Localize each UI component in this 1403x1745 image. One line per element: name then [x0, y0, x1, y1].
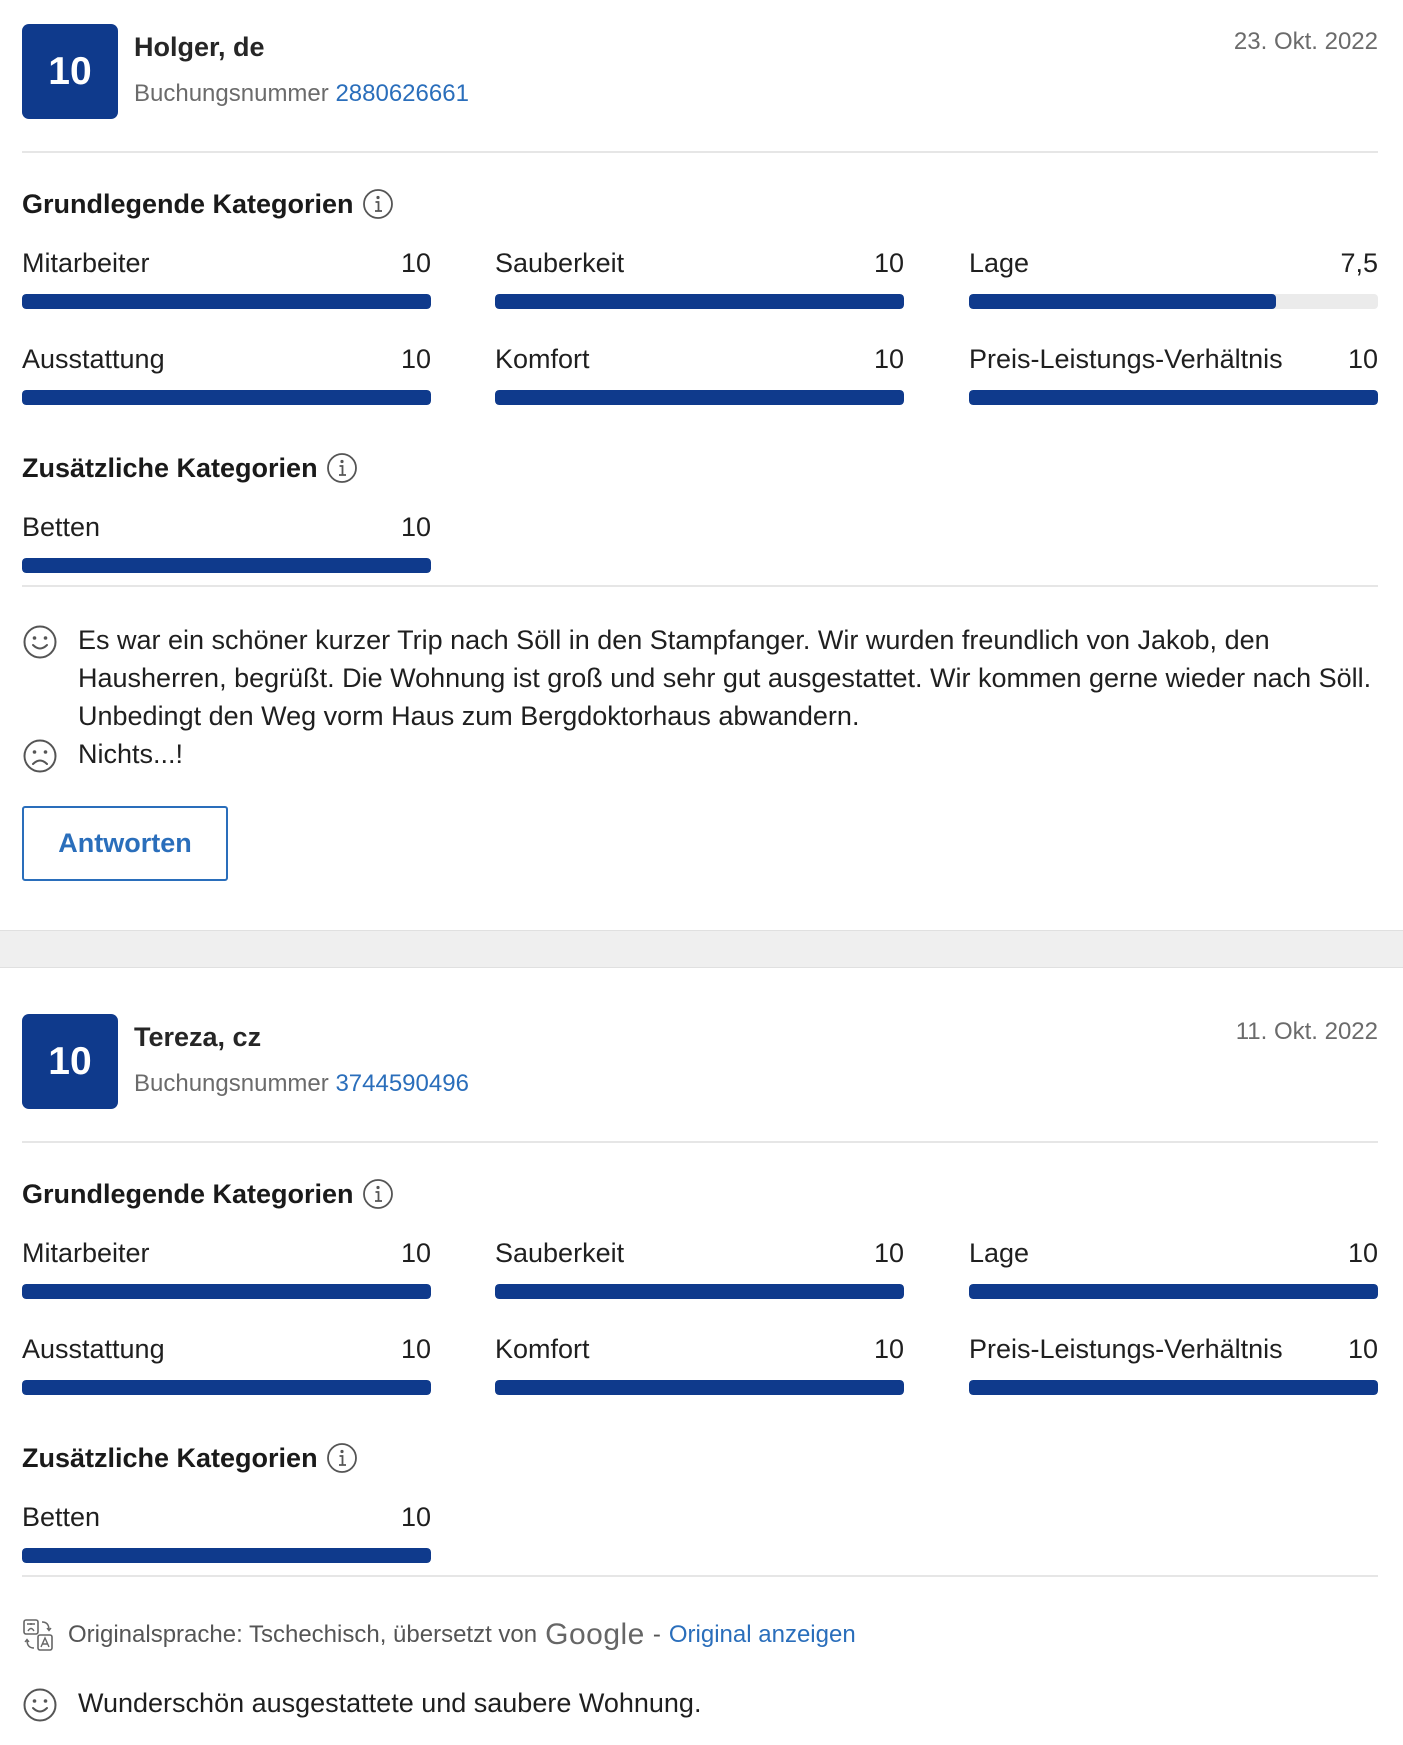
extra-categories-title	[22, 1442, 358, 1474]
category-bar	[22, 294, 431, 309]
sad-face-icon	[22, 738, 58, 774]
info-icon[interactable]	[362, 188, 394, 220]
category-label: Sauberkeit	[495, 248, 625, 278]
info-icon[interactable]	[326, 452, 358, 484]
category-label: Ausstattung	[22, 344, 165, 374]
category-bar-fill	[495, 1380, 904, 1395]
review-separator	[0, 930, 1403, 968]
category-bar-fill	[22, 558, 431, 573]
divider	[22, 585, 1378, 587]
smiley-face-icon	[22, 1687, 58, 1723]
booking-label: Buchungsnummer	[134, 1070, 329, 1097]
positive-comment-text: Es war ein schöner kurzer Trip nach Söll in den Stampfanger. Wir wurden freundlich von Jakob, den Hausherren, begrüßt. Die Wohnung ist groß und sehr gut ausgestattet. Wir kommen gerne wieder nach Söll. Unbedingt den Weg vorm Haus zum Bergdoktorhaus abwandern.	[78, 625, 1372, 731]
negative-comment-text: Nichts...!	[78, 739, 184, 769]
category-value: 10	[1347, 1334, 1378, 1364]
negative-comment	[22, 735, 1378, 775]
category-bar	[969, 1284, 1378, 1299]
category-value: 10	[1347, 1238, 1378, 1268]
category-label: Lage	[969, 1238, 1030, 1268]
category-label: Lage	[969, 248, 1030, 278]
category-bar	[22, 1548, 431, 1563]
section-title-text: Grundlegende Kategorien	[22, 188, 354, 219]
category-bar	[22, 558, 431, 573]
category-label: Mitarbeiter	[22, 1238, 150, 1268]
category-value: 10	[873, 1238, 904, 1268]
category-value: 10	[400, 1334, 431, 1364]
category-value: 10	[873, 248, 904, 278]
category-bar-fill	[22, 294, 431, 309]
category-label: Betten	[22, 512, 101, 542]
extra-categories-title	[22, 452, 358, 484]
category-bar	[22, 390, 431, 405]
category-bar	[22, 1284, 431, 1299]
category-label: Betten	[22, 1502, 101, 1532]
category-bar	[495, 390, 904, 405]
smiley-face-icon	[22, 624, 58, 660]
category-bar-fill	[495, 294, 904, 309]
translation-text: Originalsprache: Tschechisch, übersetzt von	[68, 1621, 538, 1648]
category-bar	[495, 1380, 904, 1395]
category-bar-fill	[22, 1380, 431, 1395]
divider	[22, 151, 1378, 153]
info-icon[interactable]	[326, 1442, 358, 1474]
category-value: 10	[400, 1502, 431, 1532]
category-bar	[969, 294, 1378, 309]
category-bar-fill	[495, 1284, 904, 1299]
category-bar	[22, 1380, 431, 1395]
category-value: 10	[400, 344, 431, 374]
basic-categories-title	[22, 1178, 394, 1210]
category-bar-fill	[495, 390, 904, 405]
category-value: 10	[400, 248, 431, 278]
divider	[22, 1141, 1378, 1143]
section-title-text: Zusätzliche Kategorien	[22, 452, 318, 483]
category-bar-fill	[969, 1284, 1378, 1299]
positive-comment	[22, 621, 1378, 735]
category-bar-fill	[969, 294, 1276, 309]
category-bar-fill	[969, 1380, 1378, 1395]
reviewer-name: Tereza, cz	[134, 1022, 262, 1052]
category-bar	[969, 390, 1378, 405]
category-value: 7,5	[1340, 248, 1378, 278]
category-label: Preis-Leistungs-Verhältnis	[969, 1334, 1283, 1364]
positive-comment-text: Wunderschön ausgestattete und saubere Wohnung.	[78, 1688, 702, 1718]
show-original-link[interactable]: Original anzeigen	[668, 1621, 856, 1648]
category-label: Sauberkeit	[495, 1238, 625, 1268]
category-bar-fill	[22, 1284, 431, 1299]
score-badge: 10	[22, 24, 118, 119]
booking-number-link[interactable]: 3744590496	[335, 1070, 469, 1097]
booking-info	[134, 80, 469, 108]
category-value: 10	[400, 1238, 431, 1268]
review-date: 23. Okt. 2022	[1233, 28, 1378, 55]
section-title-text: Grundlegende Kategorien	[22, 1178, 354, 1209]
positive-comment	[22, 1684, 1378, 1724]
booking-label: Buchungsnummer	[134, 80, 329, 107]
category-value: 10	[400, 512, 431, 542]
reply-button[interactable]: Antworten	[22, 806, 228, 881]
basic-categories-title	[22, 188, 394, 220]
category-label: Komfort	[495, 344, 590, 374]
translate-icon	[22, 1618, 54, 1652]
score-badge: 10	[22, 1014, 118, 1109]
category-label: Komfort	[495, 1334, 590, 1364]
booking-info	[134, 1070, 469, 1098]
info-icon[interactable]	[362, 1178, 394, 1210]
section-title-text: Zusätzliche Kategorien	[22, 1442, 318, 1473]
category-label: Mitarbeiter	[22, 248, 150, 278]
category-value: 10	[873, 1334, 904, 1364]
review-date: 11. Okt. 2022	[1235, 1018, 1378, 1045]
category-label: Preis-Leistungs-Verhältnis	[969, 344, 1283, 374]
category-value: 10	[1347, 344, 1378, 374]
translation-notice	[22, 1615, 1378, 1655]
translation-dash: -	[652, 1621, 661, 1648]
category-bar-fill	[22, 1548, 431, 1563]
booking-number-link[interactable]: 2880626661	[335, 80, 469, 107]
category-bar-fill	[969, 390, 1378, 405]
divider	[22, 1575, 1378, 1577]
category-bar	[969, 1380, 1378, 1395]
category-bar	[495, 1284, 904, 1299]
category-bar-fill	[22, 390, 431, 405]
category-bar	[495, 294, 904, 309]
category-label: Ausstattung	[22, 1334, 165, 1364]
google-logo-text: Google	[545, 1618, 645, 1651]
category-value: 10	[873, 344, 904, 374]
reviewer-name: Holger, de	[134, 32, 265, 62]
